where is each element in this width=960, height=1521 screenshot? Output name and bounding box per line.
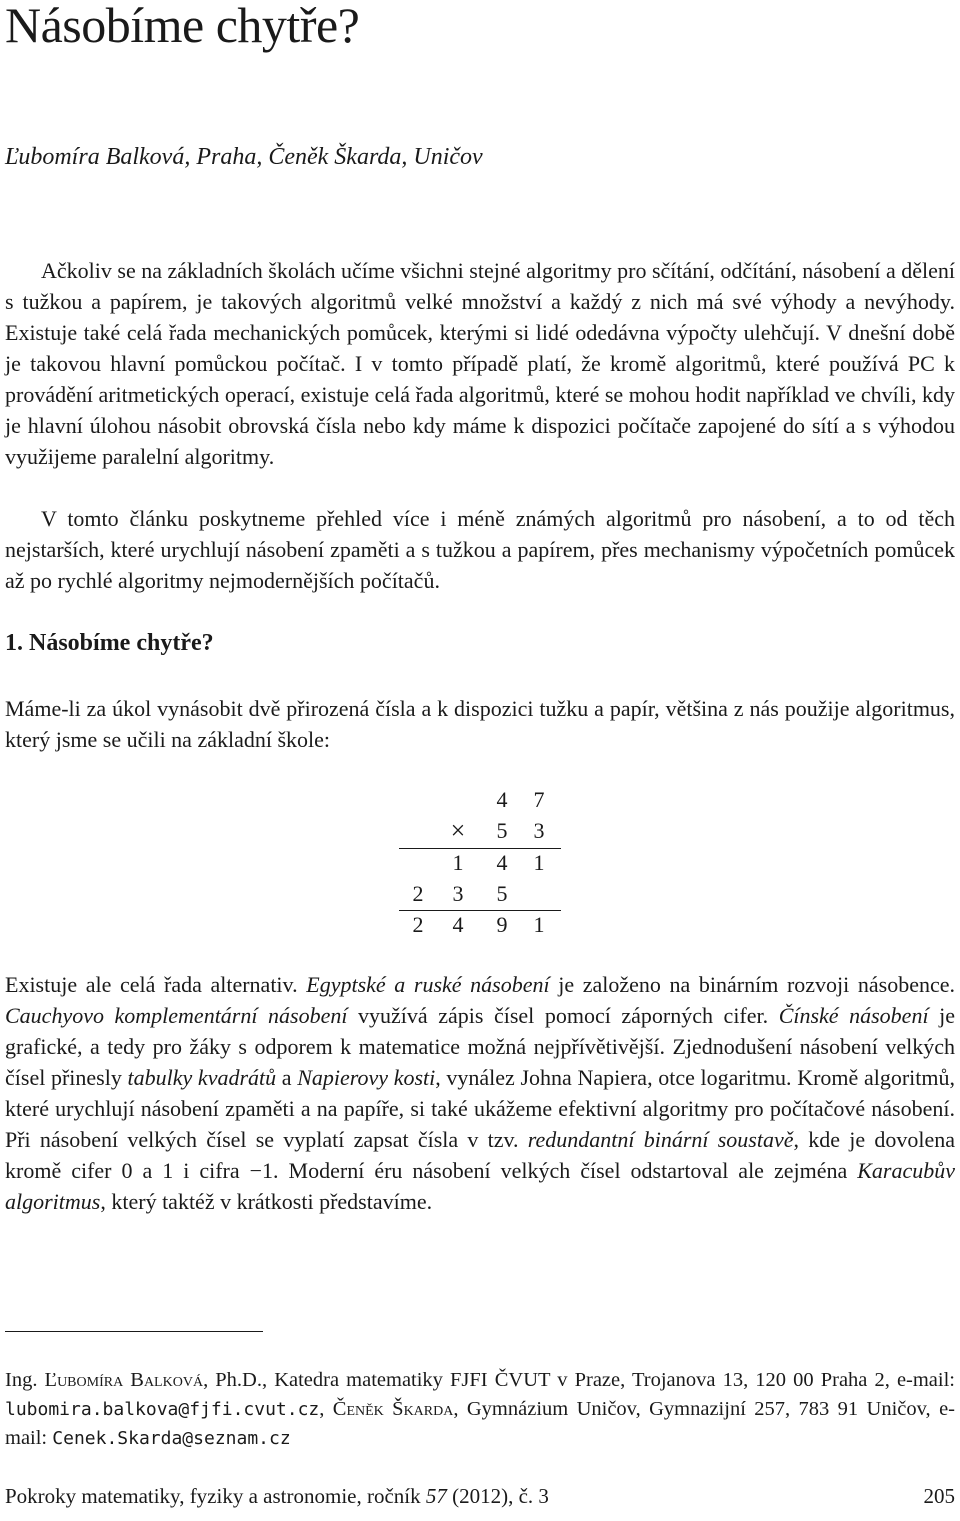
author-name-2: Čeněk Škarda — [332, 1398, 454, 1420]
footnote-text: , Gymnázium Uničov, Gymnazijní 257, 783 91 Uničov, e-mail: — [5, 1398, 955, 1449]
digit-cell: 7 — [533, 787, 545, 812]
digit-cell: 5 — [496, 881, 508, 906]
times-operator: × — [450, 816, 466, 845]
authors-line: Ľubomíra Balková, Praha, Čeněk Škarda, Uničov — [5, 144, 483, 170]
long-multiplication-example — [395, 784, 565, 944]
email-1[interactable]: lubomira.balkova@fjfi.cvut.cz — [5, 1399, 320, 1420]
journal-name: Pokroky matematiky, fyziky a astronomie, ročník — [5, 1484, 426, 1508]
digit-cell: 2 — [412, 881, 424, 906]
footnote-rule — [5, 1331, 263, 1332]
digit-cell: 3 — [533, 818, 545, 843]
abstract-paragraph-1: Ačkoliv se na základních školách učíme všichni stejné algoritmy pro sčítání, odčítání, násobení a dělení s tužkou a papírem, je takových algoritmů velké množství a každý z nich má své výhody a nevýhody. Existuje také celá řada mechanických pomůcek, kterými si lidé odedávna výpočty ulehčují. V dnešní době je takovou hlavní pomůckou počítač. I v tomto případě platí, že kromě algoritmů, které používá PC k provádění aritmetických operací, existuje celá řada algoritmů, které se mohou hodit například ve chvíli, kdy je hlavní úlohou násobit obrovská čísla nebo kdy máme k dispozici počítače zapojené do sítí a s výhodou využijeme paralelní algoritmy. — [5, 258, 955, 469]
multiplication-row-4 — [395, 878, 565, 909]
email-2[interactable]: Cenek.Skarda@seznam.cz — [52, 1428, 291, 1449]
section-number: 1. — [5, 630, 23, 656]
body-text: Existuje ale celá řada alternativ. — [5, 972, 307, 997]
term-egyptian-russian: Egyptské a ruské násobení — [306, 972, 550, 997]
digit-cell: 4 — [452, 912, 464, 937]
term-square-tables: tabulky kvadrátů — [127, 1065, 277, 1090]
section-intro-paragraph: Máme-li za úkol vynásobit dvě přirozená čísla a k dispozici tužku a papír, většina z nás použije algoritmus, který jsme se učili na základní škole: — [5, 696, 955, 752]
journal-volume: 57 — [425, 1484, 447, 1508]
term-cauchy: Cauchyovo komplementární násobení — [5, 1003, 348, 1028]
abstract-paragraph-2: V tomto článku poskytneme přehled více i méně známých algoritmů pro násobení, a to od těch nejstarších, které urychlují násobení zpaměti a s tužkou a papírem, přes mechanismy výpočetních pomůcek až po rychlé algoritmy nejmodernějších počítačů. — [5, 506, 955, 593]
journal-footer — [5, 1481, 549, 1511]
author-footnote — [5, 1366, 955, 1453]
term-redundant-binary: redundantní binární soustavě — [527, 1127, 794, 1152]
section-title: Násobíme chytře? — [29, 630, 214, 656]
article-title: Násobíme chytře? — [5, 0, 360, 53]
multiplication-row-5 — [395, 909, 565, 940]
digit-cell: 1 — [533, 912, 545, 937]
author-name-1: Ľubomíra Balková — [44, 1369, 204, 1391]
term-chinese: Čínské násobení — [778, 1003, 929, 1028]
page-number: 205 — [923, 1484, 955, 1508]
digit-cell: 4 — [496, 787, 508, 812]
section-heading — [5, 627, 214, 659]
multiplication-row-3 — [395, 847, 565, 878]
digit-cell: 2 — [412, 912, 424, 937]
footnote-text: , Ph.D., Katedra matematiky FJFI ČVUT v Praze, Trojanova 13, 120 00 Praha 2, e-mail: — [203, 1369, 955, 1391]
term-karatsuba: Karacubův algoritmus — [5, 1158, 955, 1214]
digit-cell: 4 — [496, 850, 508, 875]
footnote-text: Ing. — [5, 1369, 45, 1391]
body-text: , kde je dovolena kromě cifer 0 a 1 i cifra −1. Moderní éru násobení velkých čísel odstartoval ale zejména — [5, 1127, 955, 1183]
multiplication-row-1 — [395, 784, 565, 815]
body-text: , vynález Johna Napiera, otce logaritmu. Kromě algoritmů, které urychlují násobení zpaměti a na papíře, si také ukážeme efektivní algoritmy pro počítačové násobení. Při násobení velkých čísel se vyplatí zapsat čísla v tzv. — [5, 1065, 955, 1152]
digit-cell: 9 — [496, 912, 508, 937]
term-napier-bones: Napierovy kosti — [297, 1065, 436, 1090]
digit-cell: 1 — [533, 850, 545, 875]
digit-cell: 3 — [452, 881, 464, 906]
body-text: , který taktéž v krátkosti představíme. — [100, 1189, 433, 1214]
multiplication-row-2 — [395, 815, 565, 846]
footnote-text: , — [319, 1398, 333, 1420]
journal-issue: (2012), č. 3 — [446, 1484, 549, 1508]
body-text: využívá zápis čísel pomocí záporných cifer. — [347, 1003, 779, 1028]
body-text: a — [276, 1065, 298, 1090]
alternatives-paragraph — [5, 969, 955, 1217]
digit-cell: 1 — [452, 850, 464, 875]
body-text: je založeno na binárním rozvoji násobence. — [549, 972, 955, 997]
digit-cell: 5 — [496, 818, 508, 843]
body-text: je grafické, a tedy pro žáky s odporem k matematice možná nejpřívětivější. Zjednodušení násobení velkých čísel přinesly — [5, 1003, 955, 1090]
